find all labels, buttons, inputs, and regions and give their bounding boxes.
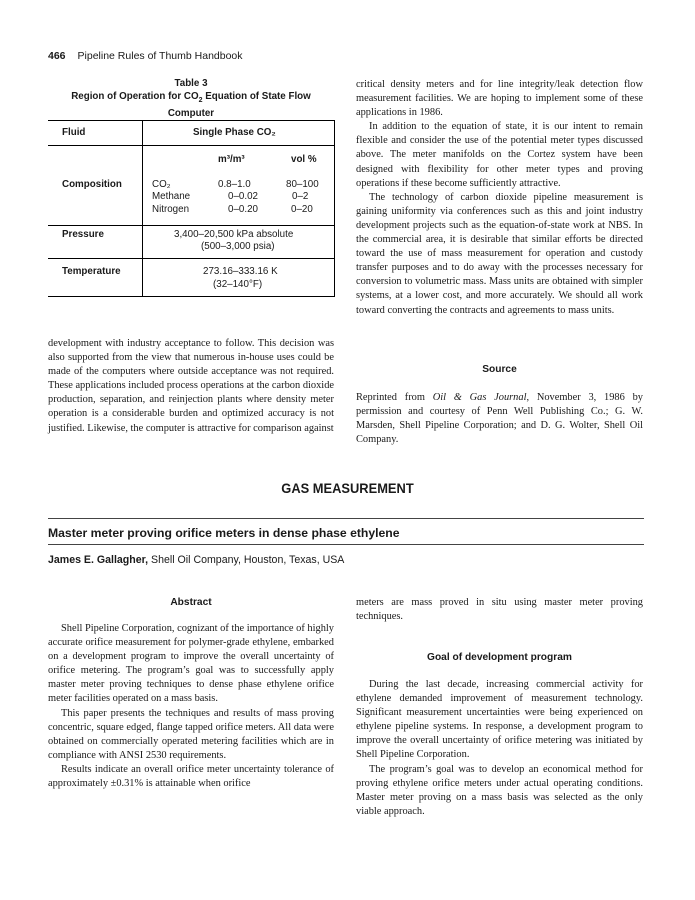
- comp-m3-methane: 0–0.02: [228, 191, 258, 202]
- comp-name-methane: Methane: [152, 191, 191, 202]
- comp-name-nitrogen: Nitrogen: [152, 204, 190, 215]
- divider-rule: [48, 544, 644, 545]
- table-caption-number: Table 3: [174, 78, 208, 89]
- row-label-temperature: Temperature: [62, 266, 121, 277]
- paragraph: development with industry acceptance to follow. This decision was also supported from the view that numerous in-house uses could be made of the computers where outside acceptance was not required. These applications included process operations at the carbon dioxide production, separation, and reinjection plants where density meter operation is a considerable burden and optimized accuracy is not justified. Likewise, the computer is attractive for comparison against: [48, 338, 334, 434]
- table-caption-title-cont: Computer: [167, 107, 215, 119]
- comp-m3-nitrogen: 0–0.20: [228, 204, 258, 215]
- author-affiliation: Shell Oil Company, Houston, Texas, USA: [148, 554, 345, 566]
- pressure-value: 3,400–20,500 kPa absolute: [174, 229, 294, 240]
- goal-heading: Goal of development program: [427, 652, 572, 663]
- page-number: 466: [48, 50, 66, 62]
- author-line: [48, 554, 344, 566]
- col-header-single-phase: Single Phase CO₂: [193, 127, 276, 138]
- comp-vol-methane: 0–2: [292, 191, 309, 202]
- comp-name-co2: CO₂: [152, 179, 171, 190]
- paragraph: Results indicate an overall orifice meter uncertainty tolerance of approximately ±0.31% is attainable when orifice: [48, 763, 334, 790]
- journal-name: Oil & Gas Journal: [432, 392, 527, 403]
- article-title: Master meter proving orifice meters in dense phase ethylene: [48, 526, 400, 540]
- source-citation: Reprinted from Oil & Gas Journal, November 3, 1986 by permission and courtesy of Penn Well Publishing Co.; G. W. Marsden, Shell Pipeline Corporation; and D. G. Wolter, Shell Oil Company.: [356, 392, 643, 446]
- paragraph: This paper presents the techniques and results of mass proving concentric, square edged, flange tapped orifice meters. All data were obtained on commercially operated metering facilities which are in compliance with ANSI 2530 requirements.: [48, 707, 334, 761]
- paragraph: critical density meters and for line integrity/leak detection flow measurement facilities. We are hoping to implement some of these applications in 1986.: [356, 79, 643, 119]
- row-label-composition: Composition: [62, 179, 122, 190]
- comp-m3-co2: 0.8–1.0: [218, 179, 251, 190]
- running-header: [48, 50, 243, 62]
- pressure-value-psia: (500–3,000 psia): [201, 241, 275, 252]
- paragraph: During the last decade, increasing commercial activity for ethylene demanded improvement of measurement technology. Significant measurement uncertainties were being experienced on ethylene pipeline systems. In response, a development program to improve the overall uncertainty of orifice metering was initiated by Shell Pipeline Corporation.: [356, 679, 643, 761]
- left-upper-text: [48, 337, 334, 436]
- right-upper-text: [356, 78, 643, 318]
- col-header-fluid: Fluid: [62, 127, 86, 138]
- row-label-pressure: Pressure: [62, 229, 104, 240]
- comp-vol-nitrogen: 0–20: [291, 204, 313, 215]
- co2-operation-table: [48, 120, 335, 297]
- unit-m3: m³/m³: [218, 154, 245, 165]
- source-text: [356, 391, 643, 447]
- book-title: Pipeline Rules of Thumb Handbook: [77, 50, 243, 62]
- paragraph: Shell Pipeline Corporation, cognizant of the importance of highly accurate orifice measurement for polymer-grade ethylene, embarked on a development program to improve the overall uncertainty of orifice metering. The program’s goal was to successfully apply master meter proving techniques to dense phase ethylene orifice meter facilities operated on a mass basis.: [48, 623, 334, 705]
- comp-vol-co2: 80–100: [286, 179, 319, 190]
- abstract-heading: Abstract: [170, 597, 212, 608]
- paragraph: In addition to the equation of state, it is our intent to remain flexible and consider the use of the potential meter types discussed above. The meter manifolds on the Cortez system have been designed with flexibility for other meter types and proving operations if these become sufficiently attractive.: [356, 121, 643, 189]
- paragraph: meters are mass proved in situ using master meter proving techniques.: [356, 597, 643, 623]
- divider-rule: [48, 518, 644, 519]
- temperature-value: 273.16–333.16 K: [203, 266, 278, 277]
- abstract-text: [48, 622, 334, 791]
- paragraph: The program’s goal was to develop an economical method for proving ethylene orifice meters under actual operating conditions. Master meter proving on a mass basis was selected as the only viable approach.: [356, 763, 643, 817]
- table-caption: [48, 77, 334, 120]
- paragraph: The technology of carbon dioxide pipeline measurement is gaining uniformity via conferences such as this and joint industry development projects such as the equation-of-state work at NBS. In the commercial area, it is desirable that similar efforts be directed toward the use of mass measurement for operation and custody transfer purposes and to do away with the processes necessary for conversion to volumetric mass. Mass units are obtained with simpler systems, at a lower cost, and more accurately. We should all work toward converting the contracts and agreements to mass units.: [356, 191, 643, 316]
- table-caption-title: Region of Operation for $CO_2$ Equation of State Flow: [71, 91, 311, 104]
- unit-vol: vol %: [291, 154, 317, 165]
- right-lower-text: [356, 596, 643, 624]
- temperature-value-f: (32–140°F): [213, 279, 263, 290]
- author-name: James E. Gallagher,: [48, 554, 149, 566]
- source-heading: Source: [482, 364, 517, 375]
- goal-text: [356, 678, 643, 819]
- section-title: GAS MEASUREMENT: [281, 480, 414, 496]
